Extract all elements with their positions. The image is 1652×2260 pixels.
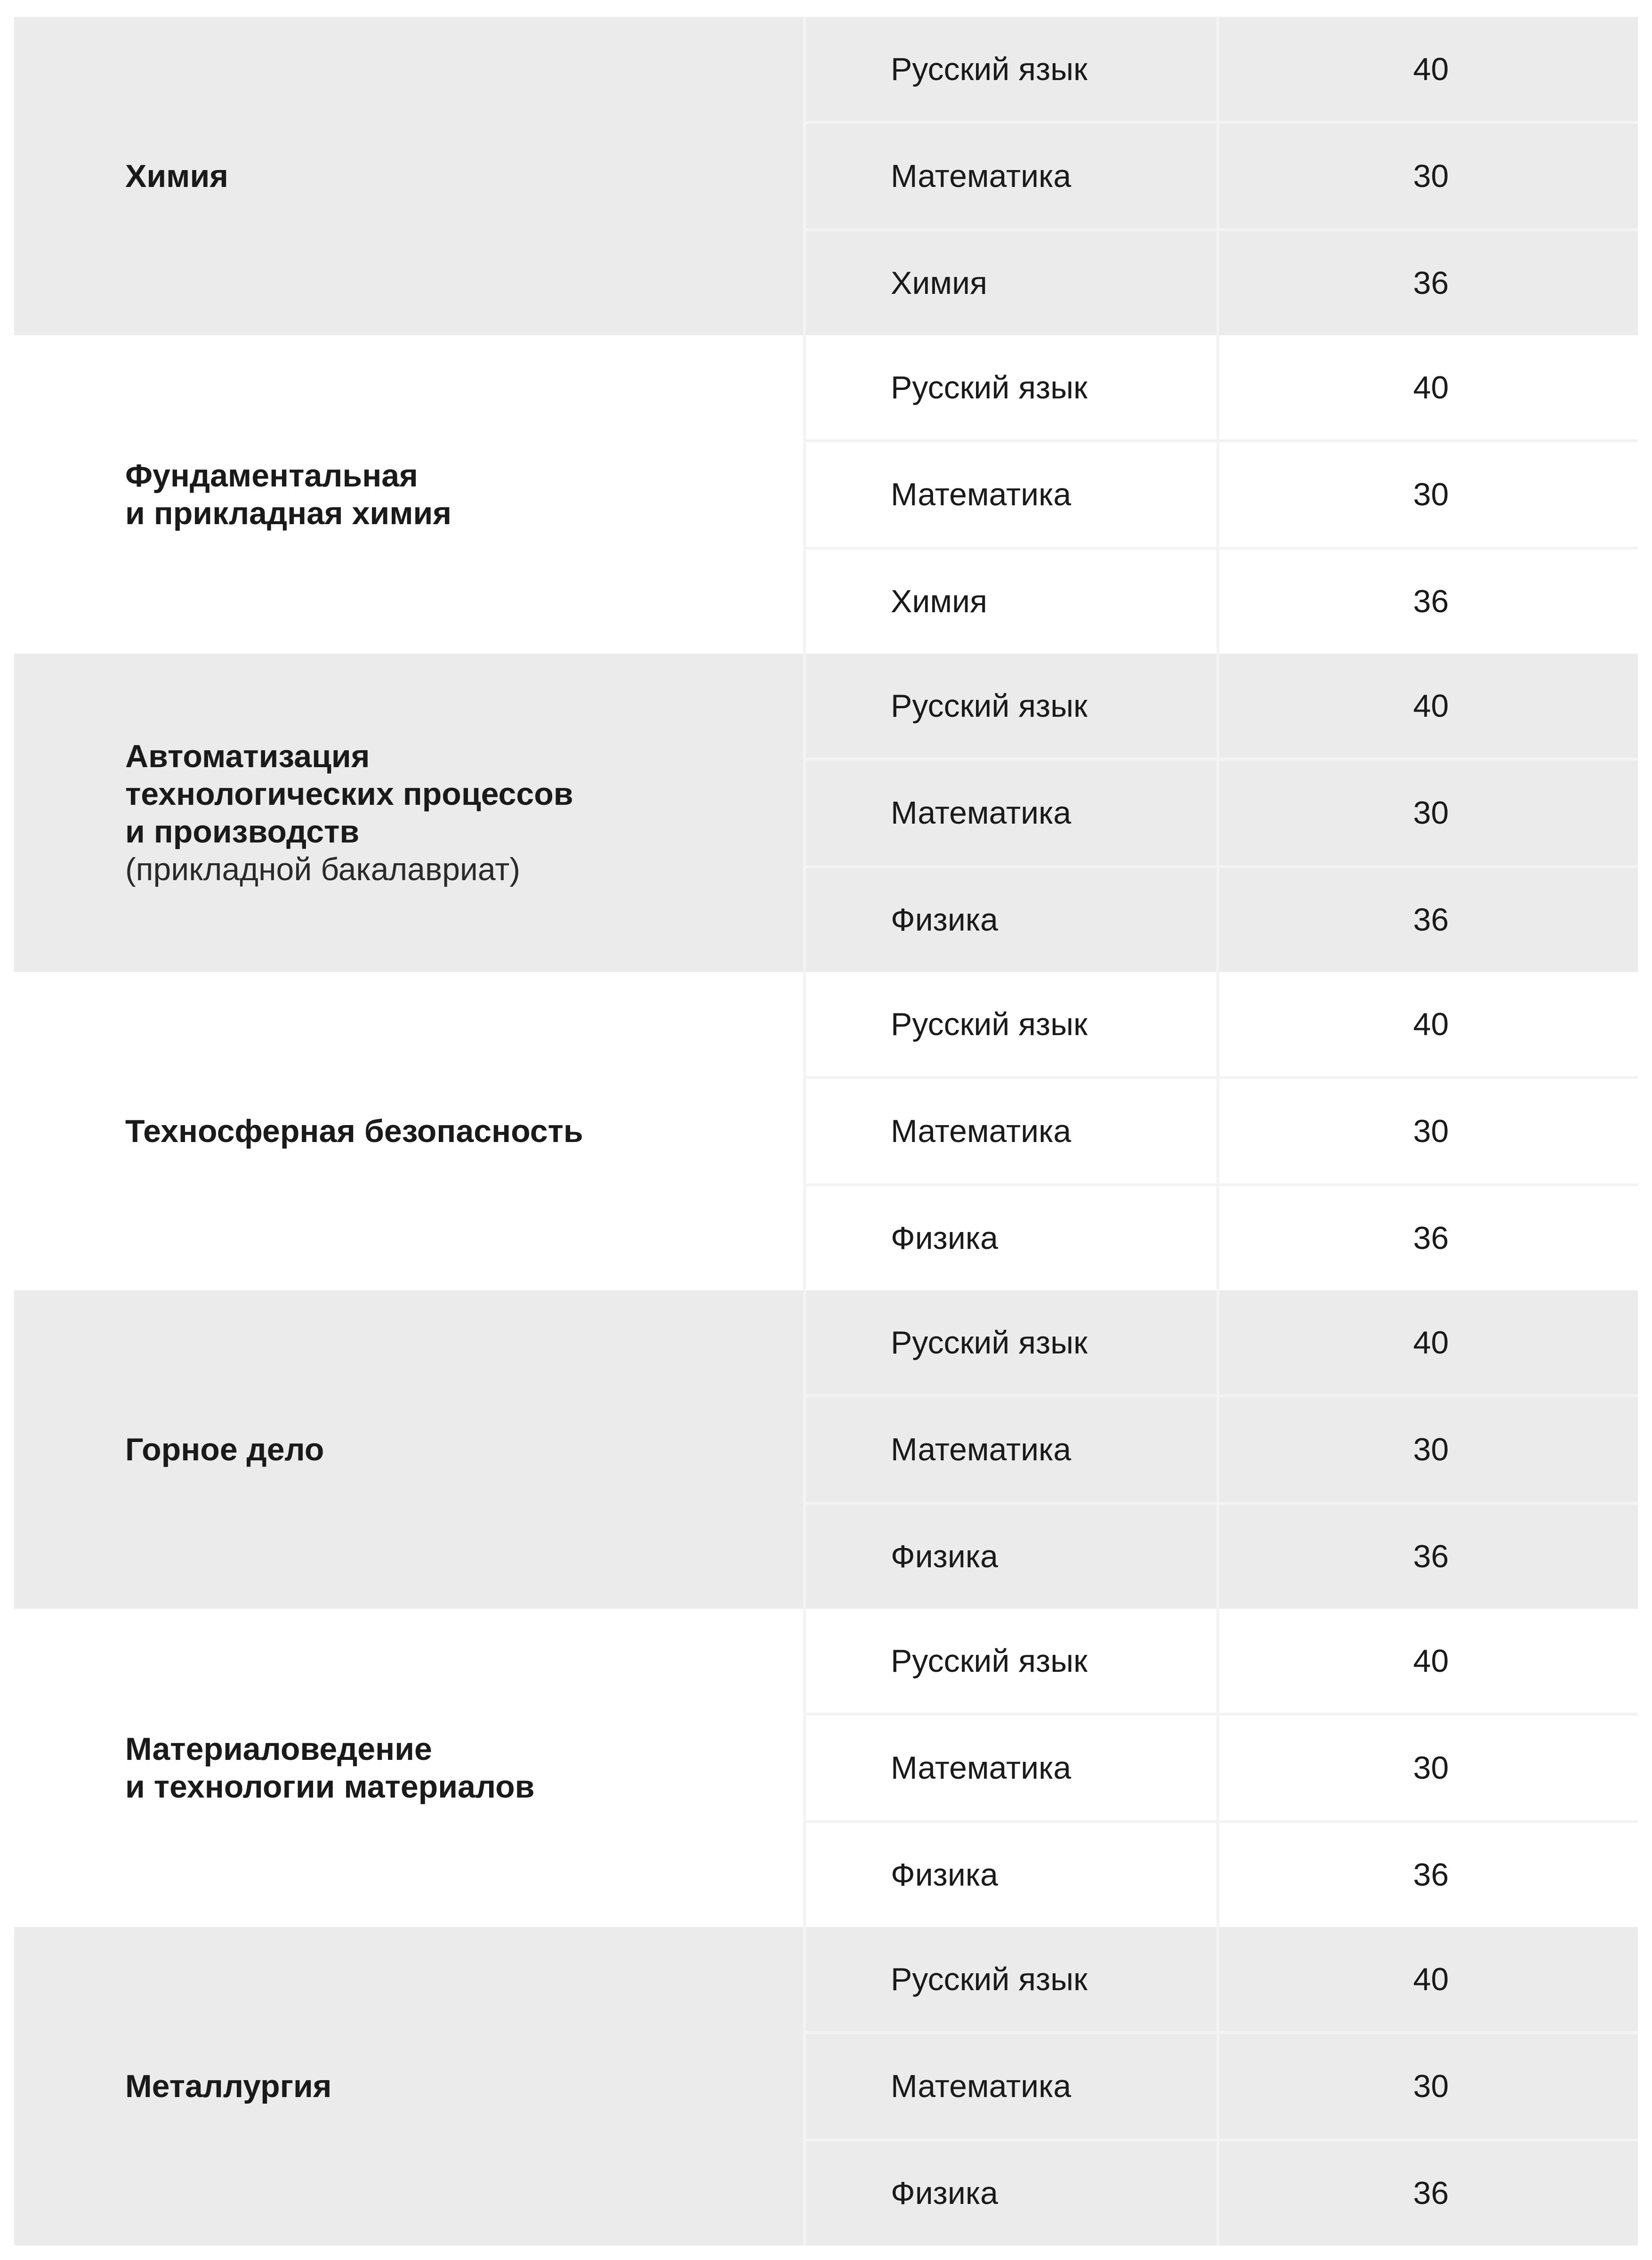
subject-row bbox=[806, 2138, 1638, 2245]
minimum-score: 36 bbox=[1219, 550, 1638, 654]
program-name-cell bbox=[14, 17, 803, 335]
subject-name: Математика bbox=[806, 761, 1219, 865]
program-title: Автоматизация технологических процессов и производств bbox=[125, 738, 573, 850]
subject-list bbox=[803, 335, 1638, 654]
minimum-score: 36 bbox=[1219, 1186, 1638, 1290]
subject-name: Русский язык bbox=[806, 1290, 1219, 1394]
program-title: Техносферная безопасность bbox=[125, 1113, 583, 1149]
minimum-score: 36 bbox=[1219, 231, 1638, 335]
subject-row bbox=[806, 1183, 1638, 1290]
subject-name: Русский язык bbox=[806, 17, 1219, 121]
subject-list bbox=[803, 1609, 1638, 1927]
subject-name: Химия bbox=[806, 550, 1219, 654]
subject-name: Физика bbox=[806, 1505, 1219, 1609]
minimum-score: 40 bbox=[1219, 335, 1638, 439]
minimum-score: 30 bbox=[1219, 2034, 1638, 2138]
program-name bbox=[125, 2067, 331, 2105]
subject-name: Русский язык bbox=[806, 1927, 1219, 2031]
subject-row bbox=[806, 1290, 1638, 1394]
subject-name: Русский язык bbox=[806, 335, 1219, 439]
program-group-4 bbox=[14, 972, 1638, 1290]
subject-name: Математика bbox=[806, 2034, 1219, 2138]
subject-row bbox=[806, 1502, 1638, 1609]
program-name bbox=[125, 1112, 583, 1150]
subject-name: Физика bbox=[806, 1186, 1219, 1290]
program-name-cell bbox=[14, 654, 803, 972]
minimum-score: 36 bbox=[1219, 2141, 1638, 2245]
program-group-2 bbox=[14, 335, 1638, 654]
subject-name: Математика bbox=[806, 1079, 1219, 1183]
subject-row bbox=[806, 2031, 1638, 2138]
program-title: Химия bbox=[125, 158, 228, 194]
program-name bbox=[125, 1730, 534, 1806]
minimum-score: 36 bbox=[1219, 868, 1638, 972]
minimum-score: 30 bbox=[1219, 1716, 1638, 1820]
program-name-cell bbox=[14, 972, 803, 1290]
subject-name: Химия bbox=[806, 231, 1219, 335]
minimum-score: 40 bbox=[1219, 17, 1638, 121]
subject-name: Русский язык bbox=[806, 972, 1219, 1076]
subject-list bbox=[803, 1927, 1638, 2245]
program-group-7 bbox=[14, 1927, 1638, 2245]
subject-row bbox=[806, 121, 1638, 228]
subject-row bbox=[806, 17, 1638, 121]
admission-scores-table bbox=[14, 17, 1638, 2245]
program-name-cell bbox=[14, 335, 803, 654]
subject-row bbox=[806, 1820, 1638, 1927]
minimum-score: 30 bbox=[1219, 442, 1638, 546]
minimum-score: 30 bbox=[1219, 1397, 1638, 1501]
subject-name: Физика bbox=[806, 1823, 1219, 1927]
subject-row bbox=[806, 1713, 1638, 1820]
subject-row bbox=[806, 1076, 1638, 1183]
subject-row bbox=[806, 1394, 1638, 1501]
subject-row bbox=[806, 972, 1638, 1076]
program-name-cell bbox=[14, 1290, 803, 1609]
subject-row bbox=[806, 1927, 1638, 2031]
program-title: Горное дело bbox=[125, 1432, 324, 1467]
program-name bbox=[125, 457, 451, 532]
program-group-5 bbox=[14, 1290, 1638, 1609]
subject-name: Математика bbox=[806, 1397, 1219, 1501]
subject-name: Математика bbox=[806, 1716, 1219, 1820]
minimum-score: 30 bbox=[1219, 761, 1638, 865]
program-name bbox=[125, 737, 573, 888]
minimum-score: 40 bbox=[1219, 1290, 1638, 1394]
subject-row bbox=[806, 547, 1638, 654]
program-name-cell bbox=[14, 1609, 803, 1927]
subject-list bbox=[803, 17, 1638, 335]
minimum-score: 40 bbox=[1219, 972, 1638, 1076]
minimum-score: 36 bbox=[1219, 1823, 1638, 1927]
subject-row bbox=[806, 228, 1638, 335]
program-note: (прикладной бакалавриат) bbox=[125, 851, 521, 887]
subject-list bbox=[803, 972, 1638, 1290]
subject-row bbox=[806, 439, 1638, 546]
program-group-1 bbox=[14, 17, 1638, 335]
subject-name: Физика bbox=[806, 2141, 1219, 2245]
minimum-score: 30 bbox=[1219, 124, 1638, 228]
minimum-score: 40 bbox=[1219, 1927, 1638, 2031]
subject-row bbox=[806, 1609, 1638, 1713]
program-group-6 bbox=[14, 1609, 1638, 1927]
minimum-score: 30 bbox=[1219, 1079, 1638, 1183]
subject-list bbox=[803, 1290, 1638, 1609]
program-name bbox=[125, 157, 228, 195]
minimum-score: 40 bbox=[1219, 654, 1638, 758]
program-title: Фундаментальная и прикладная химия bbox=[125, 458, 452, 531]
subject-name: Математика bbox=[806, 442, 1219, 546]
minimum-score: 36 bbox=[1219, 1505, 1638, 1609]
subject-row bbox=[806, 654, 1638, 758]
program-title: Металлургия bbox=[125, 2068, 332, 2104]
program-title: Материаловедение и технологии материалов bbox=[125, 1731, 535, 1805]
program-group-3 bbox=[14, 654, 1638, 972]
program-name-cell bbox=[14, 1927, 803, 2245]
subject-list bbox=[803, 654, 1638, 972]
subject-name: Физика bbox=[806, 868, 1219, 972]
subject-name: Русский язык bbox=[806, 654, 1219, 758]
subject-row bbox=[806, 335, 1638, 439]
subject-row bbox=[806, 758, 1638, 865]
subject-name: Русский язык bbox=[806, 1609, 1219, 1713]
subject-row bbox=[806, 865, 1638, 972]
program-name bbox=[125, 1431, 324, 1468]
minimum-score: 40 bbox=[1219, 1609, 1638, 1713]
subject-name: Математика bbox=[806, 124, 1219, 228]
